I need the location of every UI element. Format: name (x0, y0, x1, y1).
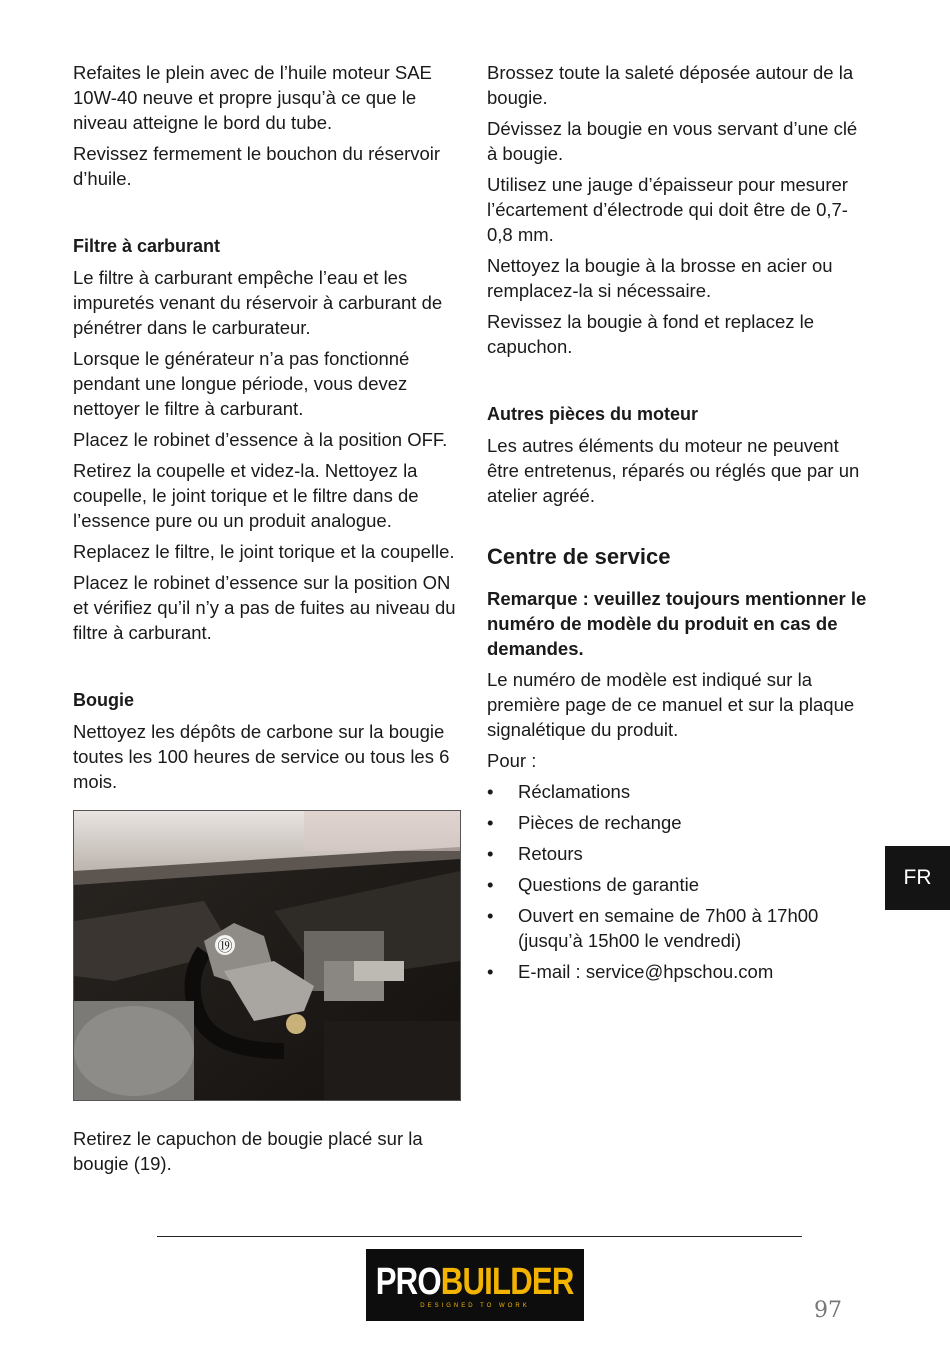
oil-cap-text: Revissez fermement le bouchon du réservoir d’huile. (73, 143, 441, 189)
logo-wordmark (376, 1262, 574, 1302)
service-center-heading: Centre de service (487, 544, 671, 569)
pour-label: Pour : (487, 750, 537, 771)
other-parts-text: Les autres éléments du moteur ne peuvent être entretenus, réparés ou réglés que par un atelier agréé. (487, 435, 860, 506)
photo-caption (73, 1126, 465, 1176)
logo-word-pro: PRO (376, 1260, 442, 1303)
spark-plug-text-1: Nettoyez les dépôts de carbone sur la bougie toutes les 100 heures de service ou tous les 6 mois. (73, 721, 450, 792)
language-tab: FR (885, 846, 950, 910)
list-item: • Réclamations (487, 779, 872, 804)
right-column (487, 60, 872, 990)
list-item: • Retours (487, 841, 872, 866)
photo-callout-number: ⑲ (217, 937, 233, 955)
caption-text: Retirez le capuchon de bougie placé sur la bougie (19). (73, 1128, 423, 1174)
service-list (487, 779, 872, 984)
fuel-filter-text-2: Lorsque le générateur n’a pas fonctionné pendant une longue période, vous devez nettoyer le filtre à carburant. (73, 348, 410, 419)
brand-logo (366, 1249, 584, 1321)
list-item: • Ouvert en semaine de 7h00 à 17h00 (jusqu’à 15h00 le vendredi) (487, 903, 872, 953)
fuel-filter-text-5: Replacez le filtre, le joint torique et la coupelle. (73, 541, 455, 562)
fuel-filter-heading: Filtre à carburant (73, 236, 221, 256)
refit-plug-text: Revissez la bougie à fond et replacez le capuchon. (487, 311, 815, 357)
spark-plug-heading: Bougie (73, 690, 134, 710)
left-column (73, 60, 465, 800)
list-item: • Questions de garantie (487, 872, 872, 897)
fuel-filter-text-1: Le filtre à carburant empêche l’eau et les impuretés venant du réservoir à carburant de pénétrer dans le carburateur. (73, 267, 443, 338)
logo-word-builder: BUILDER (441, 1260, 574, 1303)
list-item-email: • E-mail : service@hpschou.com (487, 959, 872, 984)
oil-refill-text: Refaites le plein avec de l’huile moteur SAE 10W-40 neuve et propre jusqu’à ce que le niveau atteigne le bord du tube. (73, 62, 432, 133)
fuel-filter-text-3: Placez le robinet d’essence à la position OFF. (73, 429, 448, 450)
footer-divider (157, 1236, 802, 1237)
fuel-filter-text-4: Retirez la coupelle et videz-la. Nettoyez la coupelle, le joint torique et le filtre dans de l’essence pure ou un produit analogue. (73, 460, 419, 531)
spark-plug-photo (73, 810, 461, 1101)
page-number: 97 (814, 1298, 842, 1323)
brush-plug-text: Brossez toute la saleté déposée autour de la bougie. (487, 62, 854, 108)
fuel-filter-text-6: Placez le robinet d’essence sur la position ON et vérifiez qu’il n’y a pas de fuites au niveau du filtre à carburant. (73, 572, 456, 643)
clean-plug-text: Nettoyez la bougie à la brosse en acier ou remplacez-la si nécessaire. (487, 255, 833, 301)
list-item: • Pièces de rechange (487, 810, 872, 835)
gauge-text: Utilisez une jauge d’épaisseur pour mesurer l’écartement d’électrode qui doit être de 0,7-0,8 mm. (487, 174, 848, 245)
other-parts-heading: Autres pièces du moteur (487, 404, 699, 424)
logo-tagline: DESIGNED TO WORK (420, 1302, 530, 1309)
service-note: Remarque : veuillez toujours mentionner le numéro de modèle du produit en cas de demandes. (487, 588, 867, 659)
unscrew-plug-text: Dévissez la bougie en vous servant d’une clé à bougie. (487, 118, 858, 164)
model-number-text: Le numéro de modèle est indiqué sur la première page de ce manuel et sur la plaque signalétique du produit. (487, 669, 855, 740)
